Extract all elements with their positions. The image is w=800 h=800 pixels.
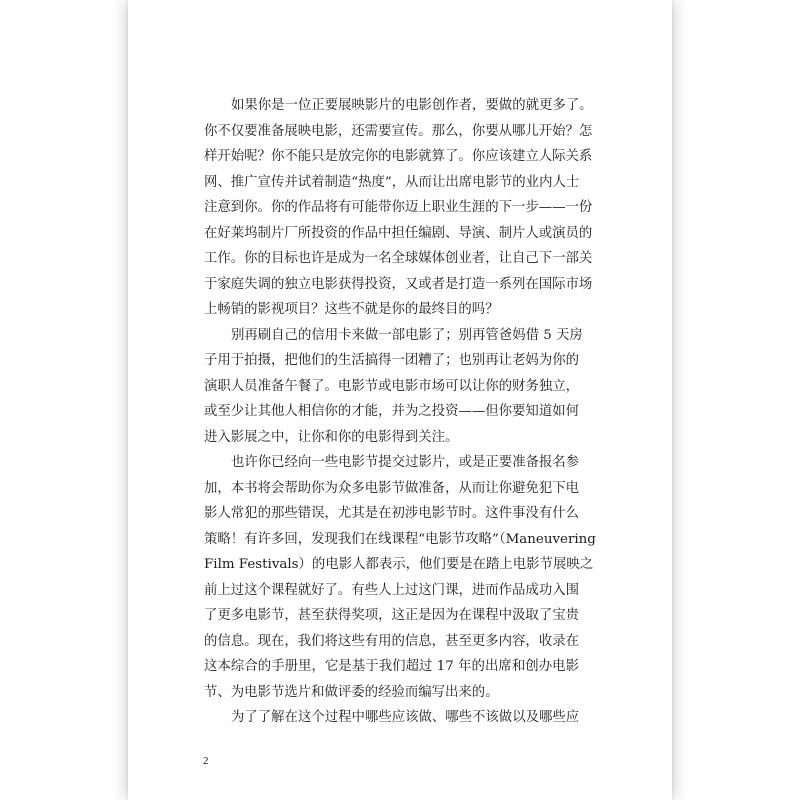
text-line: 的信息。现在，我们将这些有用的信息，甚至更多内容，收录在 <box>204 633 579 649</box>
text-line: 也许你已经向一些电影节提交过影片，或是正要准备报名参 <box>231 455 580 470</box>
text-line: 注意到你。你的作品将有可能带你迈上职业生涯的下一步——一份 <box>204 200 593 215</box>
text-line: 为了了解在这个过程中哪些应该做、哪些不该做以及哪些应 <box>231 710 580 725</box>
text-line: 网、推广宣传并试着制造“热度”，从而让出席电影节的业内人士 <box>204 174 580 190</box>
text-line: 别再刷自己的信用卡来做一部电影了；别再管爸妈借 5 天房 <box>231 327 583 343</box>
text-line: 加，本书将会帮助你为众多电影节做准备，从而让你避免犯下电 <box>204 480 579 496</box>
text-line: 你不仅要准备展映电影，还需要宣传。那么，你要从哪儿开始？怎 <box>204 123 593 139</box>
body-text <box>204 93 596 731</box>
right-background <box>672 0 800 800</box>
book-page <box>128 0 672 800</box>
text-line: 工作。你的目标也许是成为一名全球媒体创业者，让自己下一部关 <box>204 251 593 266</box>
text-line: 进入影展之中，让你和你的电影得到关注。 <box>204 429 459 445</box>
text-line: 影人常犯的那些错误，尤其是在初涉电影节时。这件事没有什么 <box>204 506 579 521</box>
text-line: 如果你是一位正要展映影片的电影创作者，要做的就更多了。 <box>231 98 593 113</box>
text-line: Film Festivals）的电影人都表示，他们要是在踏上电影节展映之 <box>204 557 594 572</box>
text-line: 在好莱坞制片厂所投资的作品中担任编剧、导演、制片人或演员的 <box>204 225 593 241</box>
text-line: 样开始呢？你不能只是放完你的电影就算了。你应该建立人际关系 <box>204 149 593 164</box>
text-line: 子用于拍摄，把他们的生活搞得一团糟了；也别再让老妈为你的 <box>204 353 579 368</box>
text-line: 这本综合的手册里，它是基于我们超过 17 年的出席和创办电影 <box>204 659 579 674</box>
text-line: 或至少让其他人相信你的才能，并为之投资——但你要知道如何 <box>204 404 579 419</box>
text-line: 于家庭失调的独立电影获得投资，又或者是打造一系列在国际市场 <box>204 276 593 292</box>
text-line: 节、为电影节选片和做评委的经验而编写出来的。 <box>204 684 499 700</box>
text-line: 前上过这个课程就好了。有些人上过这门课，进而作品成功入围 <box>204 582 579 598</box>
text-line: 上畅销的影视项目？这些不就是你的最终目的吗？ <box>204 302 499 317</box>
text-line: 了更多电影节，甚至获得奖项，这正是因为在课程中汲取了宝贵 <box>204 608 579 623</box>
page-number: 2 <box>203 755 209 767</box>
text-line: 策略！有许多回，发现我们在线课程“电影节攻略”（Maneuvering <box>204 531 596 547</box>
text-line: 演职人员准备午餐了。电影节或电影市场可以让你的财务独立， <box>204 378 579 394</box>
left-background <box>0 0 128 800</box>
